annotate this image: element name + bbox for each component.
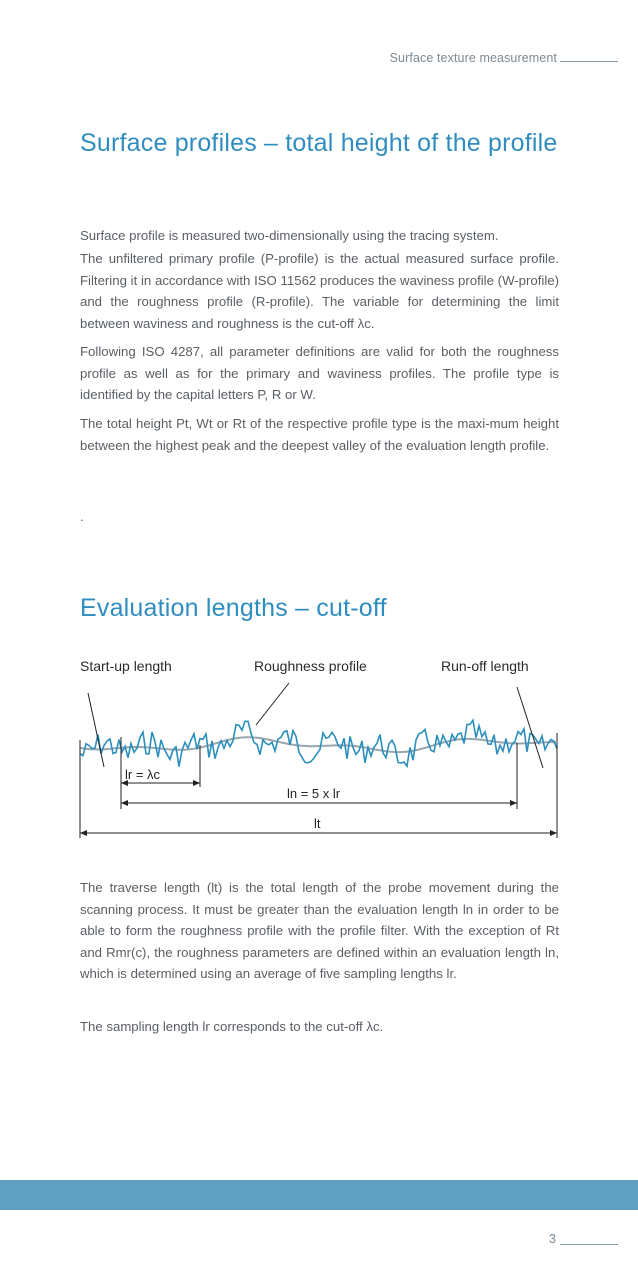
- pointer-roughness: [256, 683, 289, 725]
- paragraph-sampling-length: The sampling length lr corresponds to the cut-off λc.: [80, 1019, 384, 1034]
- evaluation-lengths-diagram: [70, 675, 570, 850]
- section-title-surface-profiles: Surface profiles – total height of the profile: [80, 129, 558, 157]
- page-number: 3: [549, 1232, 556, 1246]
- stray-dot: .: [80, 509, 84, 524]
- diagram-label-roughness: Roughness profile: [254, 658, 367, 674]
- section-title-evaluation-lengths: Evaluation lengths – cut-off: [80, 594, 387, 622]
- paragraph-traverse-length: The traverse length (lt) is the total length of the probe movement during the scanning process. It must be greater than the evaluation length ln in order to be able to form the roughness profile with the profile filter. With the exception of Rt and Rmr(c), the roughness parameters are defined within an evaluation length ln, which is determined using an average of five sampling lengths lr.: [80, 880, 559, 981]
- diagram-label-runoff: Run-off length: [441, 658, 529, 674]
- footer-rule: [560, 1244, 618, 1245]
- label-lr: lr = λc: [125, 767, 161, 782]
- pointer-startup: [88, 693, 104, 767]
- footer-band: [0, 1180, 638, 1210]
- label-ln: ln = 5 x lr: [287, 786, 341, 801]
- pointer-runoff: [517, 687, 543, 768]
- roughness-profile-curve: [80, 720, 557, 766]
- paragraph-intro: Surface profile is measured two-dimensionally using the tracing system.: [80, 228, 499, 243]
- header-section-title: Surface texture measurement: [389, 51, 557, 65]
- label-lt: lt: [314, 816, 321, 831]
- paragraph-total-height: The total height Pt, Wt or Rt of the respective profile type is the maxi-mum height between the highest peak and the deepest valley of the evaluation length profile.: [80, 416, 559, 453]
- paragraph-iso-4287: Following ISO 4287, all parameter definitions are valid for both the roughness profile as well as for the primary and waviness profiles. The profile type is identified by the capital letters P, R or W.: [80, 344, 559, 402]
- paragraph-primary-profile: The unfiltered primary profile (P-profile) is the actual measured surface profile. Filtering it in accordance with ISO 11562 produces the waviness profile (W-profile) and the roughness profile (R-profile). The variable for determining the limit between waviness and roughness is the cut-off λc.: [80, 251, 559, 331]
- diagram-label-startup: Start-up length: [80, 658, 172, 674]
- header-rule: [560, 61, 618, 62]
